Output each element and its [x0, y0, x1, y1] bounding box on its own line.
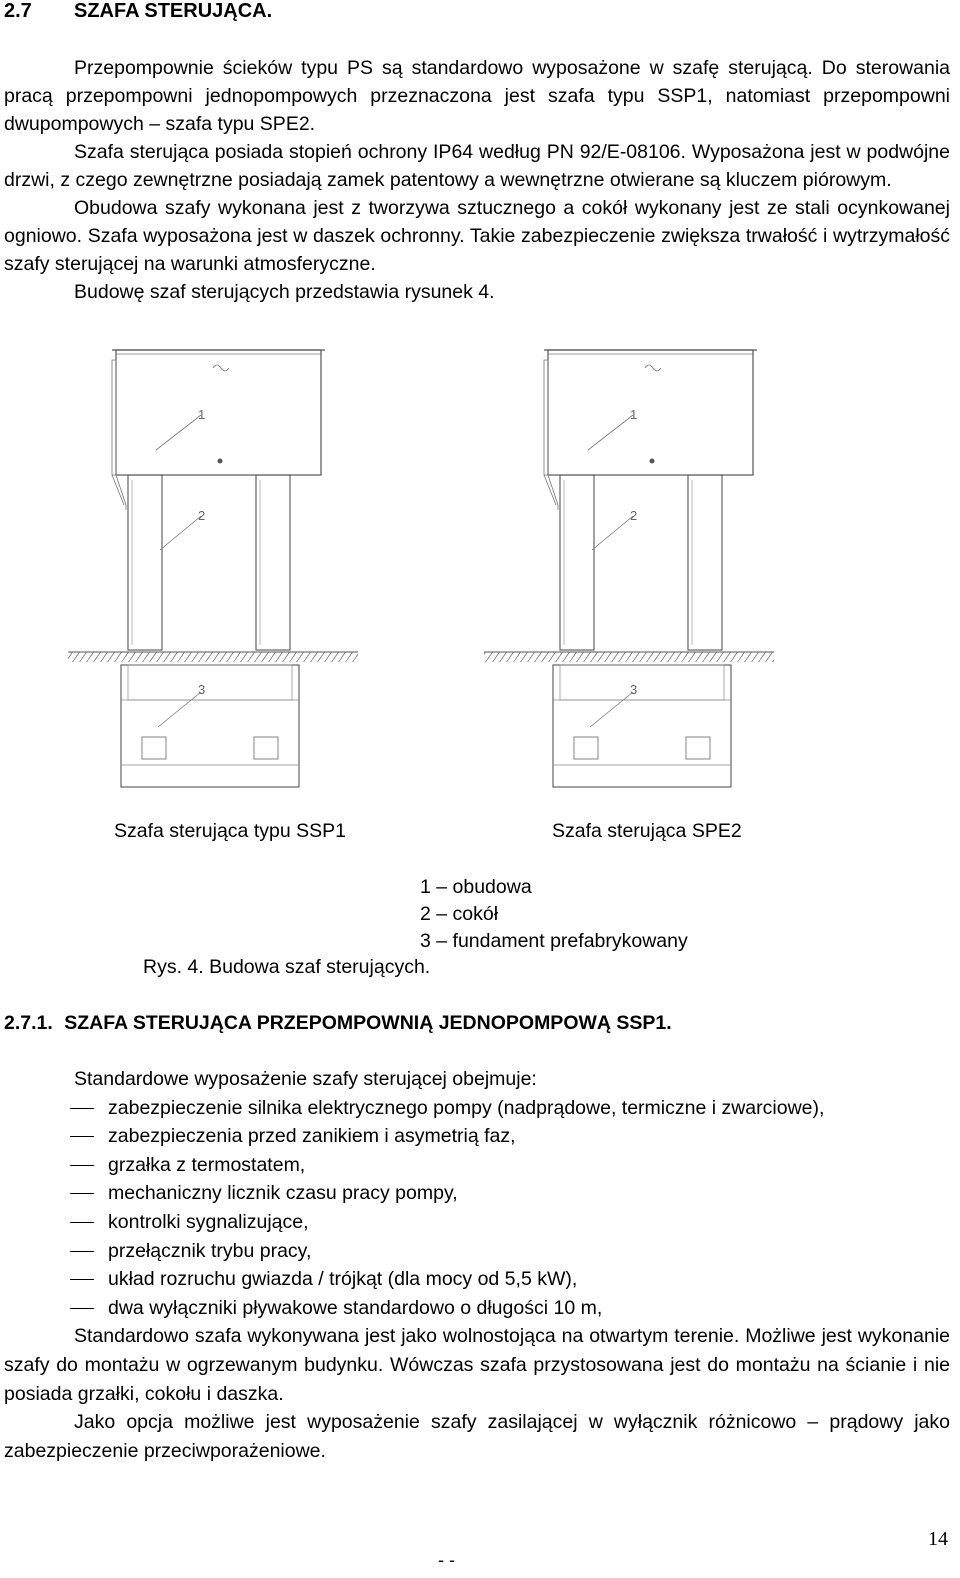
- callout-label: 3: [198, 682, 206, 697]
- subsection-title: SZAFA STERUJĄCA PRZEPOMPOWNIĄ JEDNOPOMPOWĄ SSP1.: [64, 1012, 672, 1034]
- spe2-cabinet: [544, 350, 757, 787]
- closing-paragraph: Standardowo szafa wykonywana jest jako wolnostojąca na otwartym terenie. Możliwe jest wykonanie szafy do montażu w ogrzewanym budynku. Wówczas szafa przystosowana jest do montażu na ścianie i nie posiada grzałki, cokołu i daszka.: [4, 1325, 950, 1405]
- list-item: kontrolki sygnalizujące,: [4, 1208, 950, 1237]
- equipment-intro: Standardowe wyposażenie szafy sterującej obejmuje:: [74, 1068, 537, 1090]
- page-number: 14: [928, 1528, 948, 1550]
- list-item: przełącznik trybu pracy,: [4, 1237, 950, 1266]
- ground-hatch: [68, 652, 358, 662]
- legend-item: 1 – obudowa: [420, 876, 532, 898]
- equipment-section: [4, 1065, 950, 1465]
- list-item: dwa wyłączniki pływakowe standardowo o długości 10 m,: [4, 1294, 950, 1323]
- closing-paragraph: Jako opcja możliwe jest wyposażenie szafy zasilającej w wyłącznik różnicowo – prądowy jako zabezpieczenie przeciwporażeniowe.: [4, 1411, 950, 1462]
- list-item: układ rozruchu gwiazda / trójkąt (dla mocy od 5,5 kW),: [4, 1265, 950, 1294]
- intro-text: [4, 54, 950, 306]
- callout-label: 3: [630, 682, 638, 697]
- figure-title: Rys. 4. Budowa szaf sterujących.: [143, 956, 431, 978]
- legend-item: 2 – cokół: [420, 903, 499, 925]
- subsection-heading: [4, 1012, 672, 1035]
- intro-paragraph: Przepompownie ścieków typu PS są standardowo wyposażone w szafę sterującą. Do sterowania pracą przepompowni jednopompowych przeznaczona jest szafa typu SSP1, natomiast przepompowni dwupompowych – szafa typu SPE2.: [4, 57, 950, 135]
- closing-text: [4, 1322, 950, 1465]
- section-number: 2.7: [4, 0, 32, 22]
- section-heading: [4, 0, 272, 23]
- subsection-number: 2.7.1.: [4, 1012, 53, 1034]
- cabinet-drawing: [60, 340, 900, 800]
- callout-label: 2: [198, 508, 206, 523]
- list-item: zabezpieczenia przed zanikiem i asymetrią faz,: [4, 1122, 950, 1151]
- legend-item: 3 – fundament prefabrykowany: [420, 930, 688, 952]
- list-item: mechaniczny licznik czasu pracy pompy,: [4, 1179, 950, 1208]
- ground-hatch: [484, 652, 774, 662]
- figure-legend: [420, 874, 688, 955]
- footer-mark: - -: [438, 1550, 455, 1570]
- list-item: grzałka z termostatem,: [4, 1151, 950, 1180]
- intro-paragraph: Budowę szaf sterujących przedstawia rysunek 4.: [74, 281, 495, 303]
- callout-label: 1: [198, 407, 206, 422]
- intro-paragraph: Obudowa szafy wykonana jest z tworzywa sztucznego a cokół wykonany jest ze stali ocynkowanej ogniowo. Szafa wyposażona jest w daszek ochronny. Takie zabezpieczenie zwiększa trwałość i wytrzymałość szafy sterującej na warunki atmosferyczne.: [4, 197, 950, 275]
- callout-label: 2: [630, 508, 638, 523]
- caption-spe2: Szafa sterująca SPE2: [552, 820, 742, 842]
- intro-paragraph: Szafa sterująca posiada stopień ochrony IP64 według PN 92/E-08106. Wyposażona jest w podwójne drzwi, z czego zewnętrzne posiadają zamek patentowy a wewnętrzne otwierane są kluczem piórowym.: [4, 141, 950, 191]
- callout-label: 1: [630, 407, 638, 422]
- section-title: SZAFA STERUJĄCA.: [74, 0, 273, 22]
- list-item: zabezpieczenie silnika elektrycznego pompy (nadprądowe, termiczne i zwarciowe),: [4, 1094, 950, 1123]
- ssp1-cabinet: [112, 350, 325, 787]
- caption-ssp1: Szafa sterująca typu SSP1: [114, 820, 346, 842]
